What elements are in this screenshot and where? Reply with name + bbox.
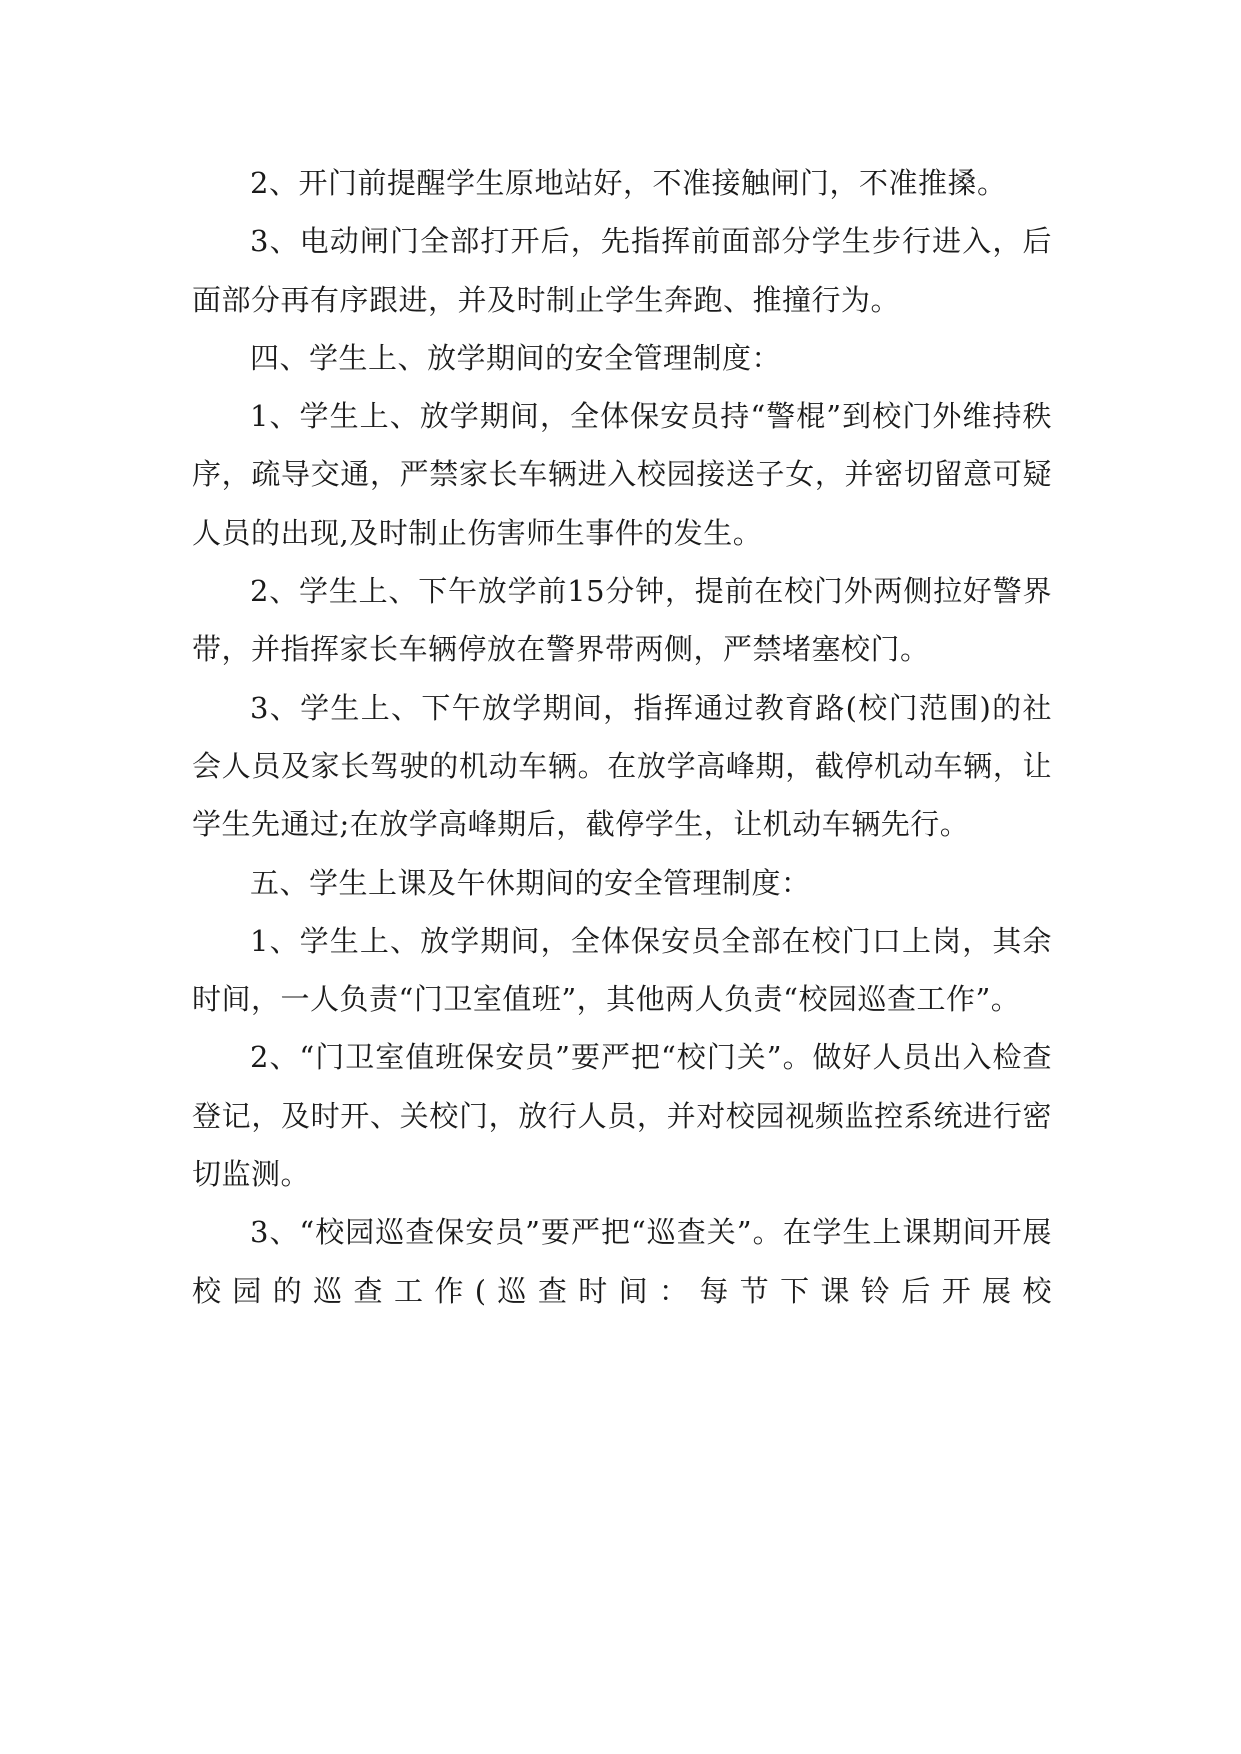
paragraph-gate-open-procedure: 3、电动闸门全部打开后，先指挥前面部分学生步行进入，后面部分再有序跟进，并及时制止学生奔跑、推撞行为。 [192,224,1052,317]
paragraph-4-1: 1、学生上、放学期间，全体保安员持“警棍”到校门外维持秩序，疏导交通，严禁家长车辆进入校园接送子女，并密切留意可疑人员的出现,及时制止伤害师生事件的发生。 [192,399,1052,550]
section-heading-5: 五、学生上课及午休期间的安全管理制度： [250,865,811,900]
paragraph-4-2: 2、学生上、下午放学前15分钟，提前在校门外两侧拉好警界带，并指挥家长车辆停放在警界带两侧，严禁堵塞校门。 [192,574,1052,667]
paragraph-5-1: 1、学生上、放学期间，全体保安员全部在校门口上岗，其余时间，一人负责“门卫室值班”，其他两人负责“校园巡查工作”。 [192,923,1052,1017]
section-heading-4: 四、学生上、放学期间的安全管理制度： [250,340,782,375]
paragraph-4-3: 3、学生上、下午放学期间，指挥通过教育路(校门范围)的社会人员及家长驾驶的机动车辆。在放学高峰期，截停机动车辆，让学生先通过;在放学高峰期后，截停学生，让机动车辆先行。 [192,690,1052,842]
document-body [192,154,1052,1320]
paragraph-5-2: 2、“门卫室值班保安员”要严把“校门关”。做好人员出入检查登记，及时开、关校门，放行人员，并对校园视频监控系统进行密切监测。 [192,1040,1052,1192]
paragraph-gate-opening-reminder: 2、开门前提醒学生原地站好，不准接触闸门，不准推搡。 [250,166,1007,200]
paragraph-5-3: 3、“校园巡查保安员”要严把“巡查关”。在学生上课期间开展校园的巡查工作(巡查时间：每节下课铃后开展校 [192,1215,1052,1308]
